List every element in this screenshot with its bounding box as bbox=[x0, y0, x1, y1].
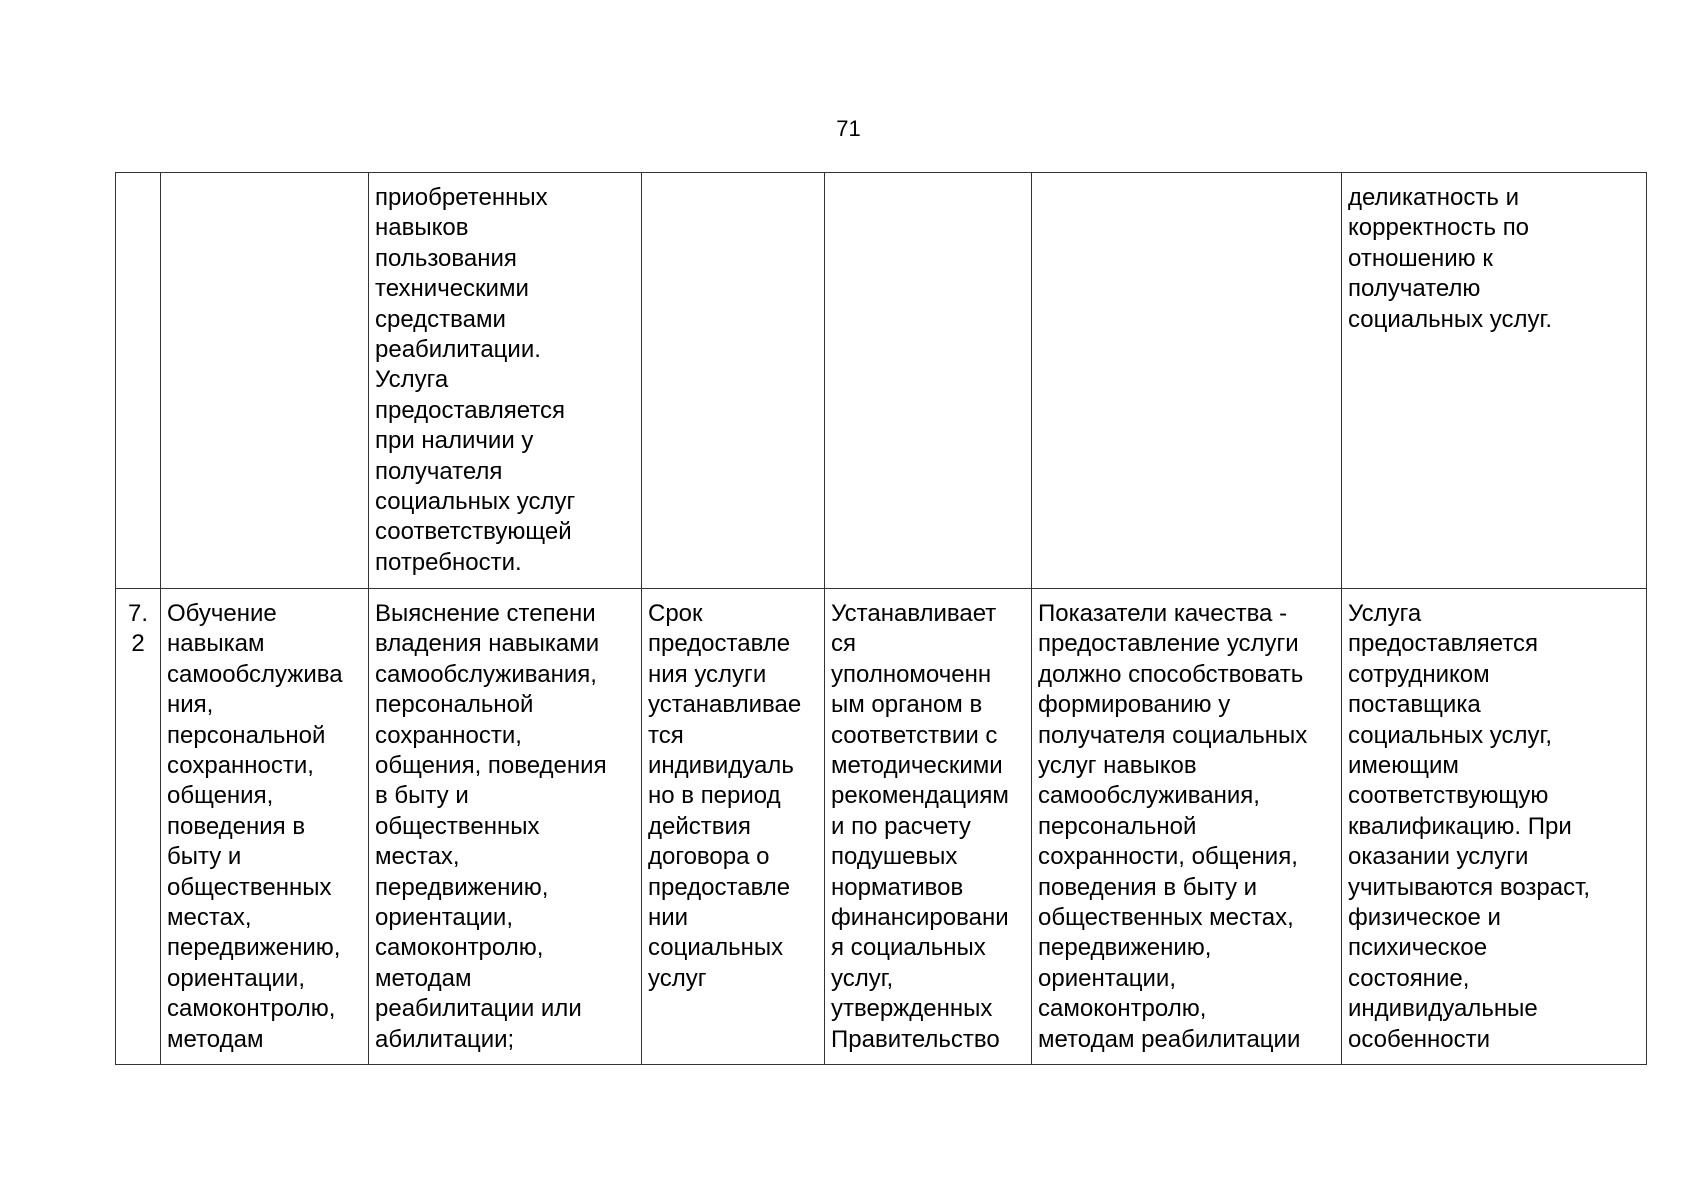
service-name-cell bbox=[161, 173, 369, 589]
table-row bbox=[116, 589, 1647, 1065]
service-term-cell bbox=[642, 173, 825, 589]
service-funding: Устанавливает ся уполномоченн ым органом в соответствии с методическими рекомендациям и по расчету подушевых нормативов финансировани я социальных услуг, утвержденных Правительство bbox=[831, 600, 1009, 1053]
service-conditions: Услуга предоставляется сотрудником поставщика социальных услуг, имеющим соответствующую квалификацию. При оказании услуги учитываются возраст, физическое и психическое состояние, индивидуальные особенности bbox=[1348, 600, 1591, 1053]
service-term-cell bbox=[642, 589, 825, 1065]
service-quality-cell bbox=[1032, 589, 1342, 1065]
row-number-cell bbox=[116, 589, 161, 1065]
service-description-cell bbox=[369, 589, 642, 1065]
service-term: Срок предоставле ния услуги устанавливае тся индивидуаль но в период действия договора о предоставле нии социальных услуг bbox=[648, 600, 802, 992]
row-number: 7. 2 bbox=[127, 600, 148, 658]
services-table bbox=[115, 172, 1647, 1065]
service-conditions-cell bbox=[1342, 173, 1647, 589]
service-funding-cell bbox=[825, 173, 1032, 589]
page-number: 71 bbox=[836, 116, 861, 141]
service-description-cell bbox=[369, 173, 642, 589]
service-name: Обучение навыкам самообслужива ния, персональной сохранности, общения, поведения в быту и общественных местах, передвижению, ориентации, самоконтролю, методам bbox=[167, 600, 343, 1053]
service-description: Выяснение степени владения навыками самообслуживания, персональной сохранности, общения, поведения в быту и общественных местах, передвижению, ориентации, самоконтролю, методам реабилитации или абилитации; bbox=[375, 600, 607, 1053]
service-name-cell bbox=[161, 589, 369, 1065]
row-number-cell bbox=[116, 173, 161, 589]
service-quality: Показатели качества - предоставление услуги должно способствовать формированию у получателя социальных услуг навыков самообслуживания, персональной сохранности, общения, поведения в быту и общественных местах, передвижению, ориентации, самоконтролю, методам реабилитации bbox=[1038, 600, 1308, 1053]
service-conditions: деликатность и корректность по отношению к получателю социальных услуг. bbox=[1348, 184, 1553, 333]
table-row bbox=[116, 173, 1647, 589]
service-funding-cell bbox=[825, 589, 1032, 1065]
service-conditions-cell bbox=[1342, 589, 1647, 1065]
service-description: приобретенных навыков пользования техническими средствами реабилитации. Услуга предоставляется при наличии у получателя социальных услуг соответствующей потребности. bbox=[375, 184, 576, 576]
service-quality-cell bbox=[1032, 173, 1342, 589]
